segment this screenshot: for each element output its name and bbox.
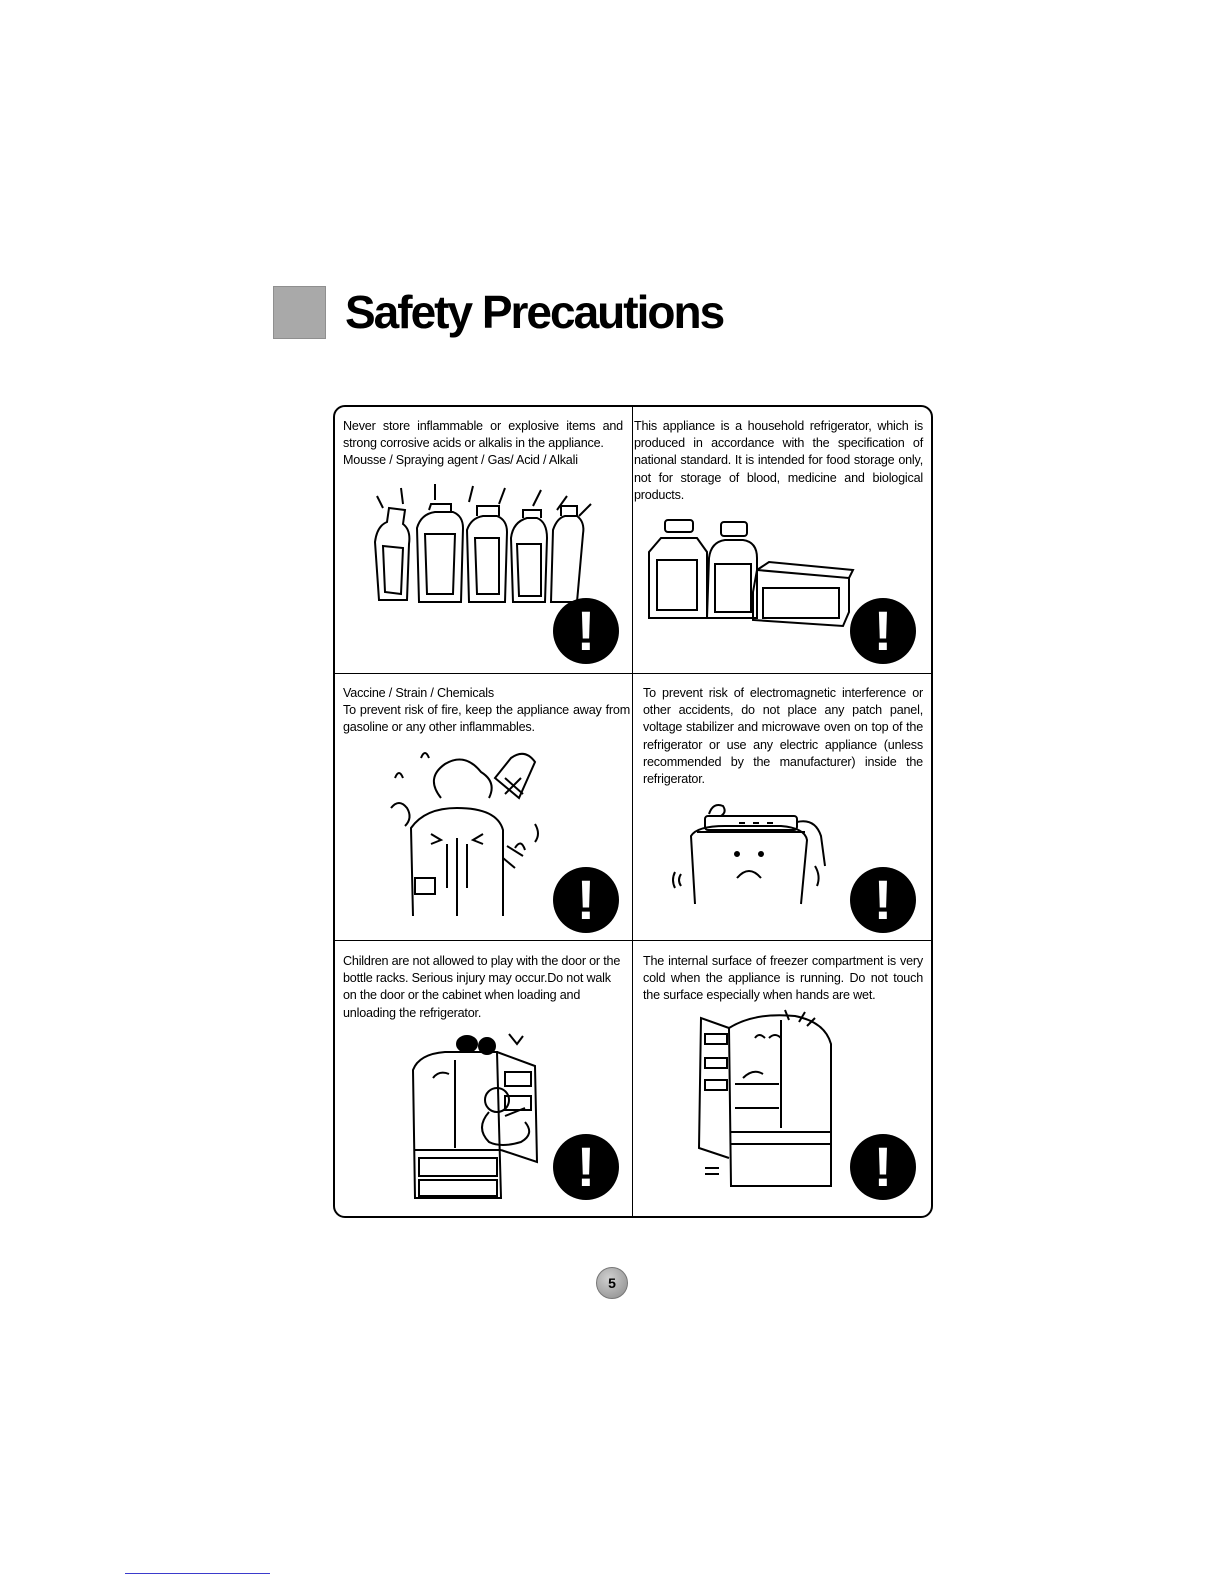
precaution-text: This appliance is a household refrigerator, which is produced in accordance with the specification of national standard. It is intended for food storage only, not for storage of blood, medicine and biological products. bbox=[634, 419, 923, 502]
grid-divider-row-2 bbox=[334, 940, 932, 941]
medicine-bottles-illustration bbox=[645, 518, 860, 630]
refrigerator-fire-illustration bbox=[385, 738, 560, 920]
page-title: Safety Precautions bbox=[345, 286, 724, 338]
title-marker-square bbox=[273, 286, 326, 339]
precaution-text: Children are not allowed to play with the door or the bottle racks. Serious injury may occur.Do not walk on the door or the cabinet when loading and unloading the refrigerator. bbox=[343, 954, 621, 1020]
page-number-badge bbox=[596, 1267, 628, 1299]
precaution-text: Mousse / Spraying agent / Gas/ Acid / Alkali bbox=[343, 453, 578, 468]
precaution-cell-2 bbox=[634, 418, 923, 504]
footer-underline bbox=[125, 1573, 270, 1574]
precaution-text: Never store inflammable or explosive items and strong corrosive acids or alkalis in the appliance. bbox=[343, 419, 623, 451]
exclamation-warning-icon: ! bbox=[553, 598, 619, 664]
spray-bottles-illustration bbox=[365, 482, 595, 612]
grid-divider-row-1 bbox=[334, 673, 932, 674]
exclamation-warning-icon: ! bbox=[850, 1134, 916, 1200]
precaution-text: The internal surface of freezer compartment is very cold when the appliance is running. Do not touch the surface especially when hands are wet. bbox=[643, 954, 923, 1003]
power-strip-on-fridge-illustration bbox=[665, 796, 840, 906]
precaution-cell-3 bbox=[343, 685, 630, 737]
precaution-cell-4 bbox=[643, 685, 923, 788]
precaution-cell-1 bbox=[343, 418, 623, 470]
precaution-cell-5 bbox=[343, 953, 623, 1022]
exclamation-warning-icon: ! bbox=[850, 867, 916, 933]
exclamation-warning-icon: ! bbox=[553, 867, 619, 933]
cold-freezer-illustration bbox=[695, 1008, 845, 1190]
precaution-cell-6 bbox=[643, 953, 923, 1005]
precaution-text: To prevent risk of fire, keep the appliance away from gasoline or any other inflammables. bbox=[343, 703, 630, 735]
precaution-text: To prevent risk of electromagnetic interference or other accidents, do not place any patch panel, voltage stabilizer and microwave oven on top of the refrigerator or use any electric appliance (unless recommended by the manufacturer) inside the refrigerator. bbox=[643, 686, 923, 787]
page-number: 5 bbox=[608, 1275, 616, 1291]
precaution-text: Vaccine / Strain / Chemicals bbox=[343, 686, 494, 700]
exclamation-warning-icon: ! bbox=[850, 598, 916, 664]
child-on-fridge-door-illustration bbox=[405, 1030, 555, 1202]
exclamation-warning-icon: ! bbox=[553, 1134, 619, 1200]
grid-divider-vertical bbox=[632, 407, 633, 1217]
